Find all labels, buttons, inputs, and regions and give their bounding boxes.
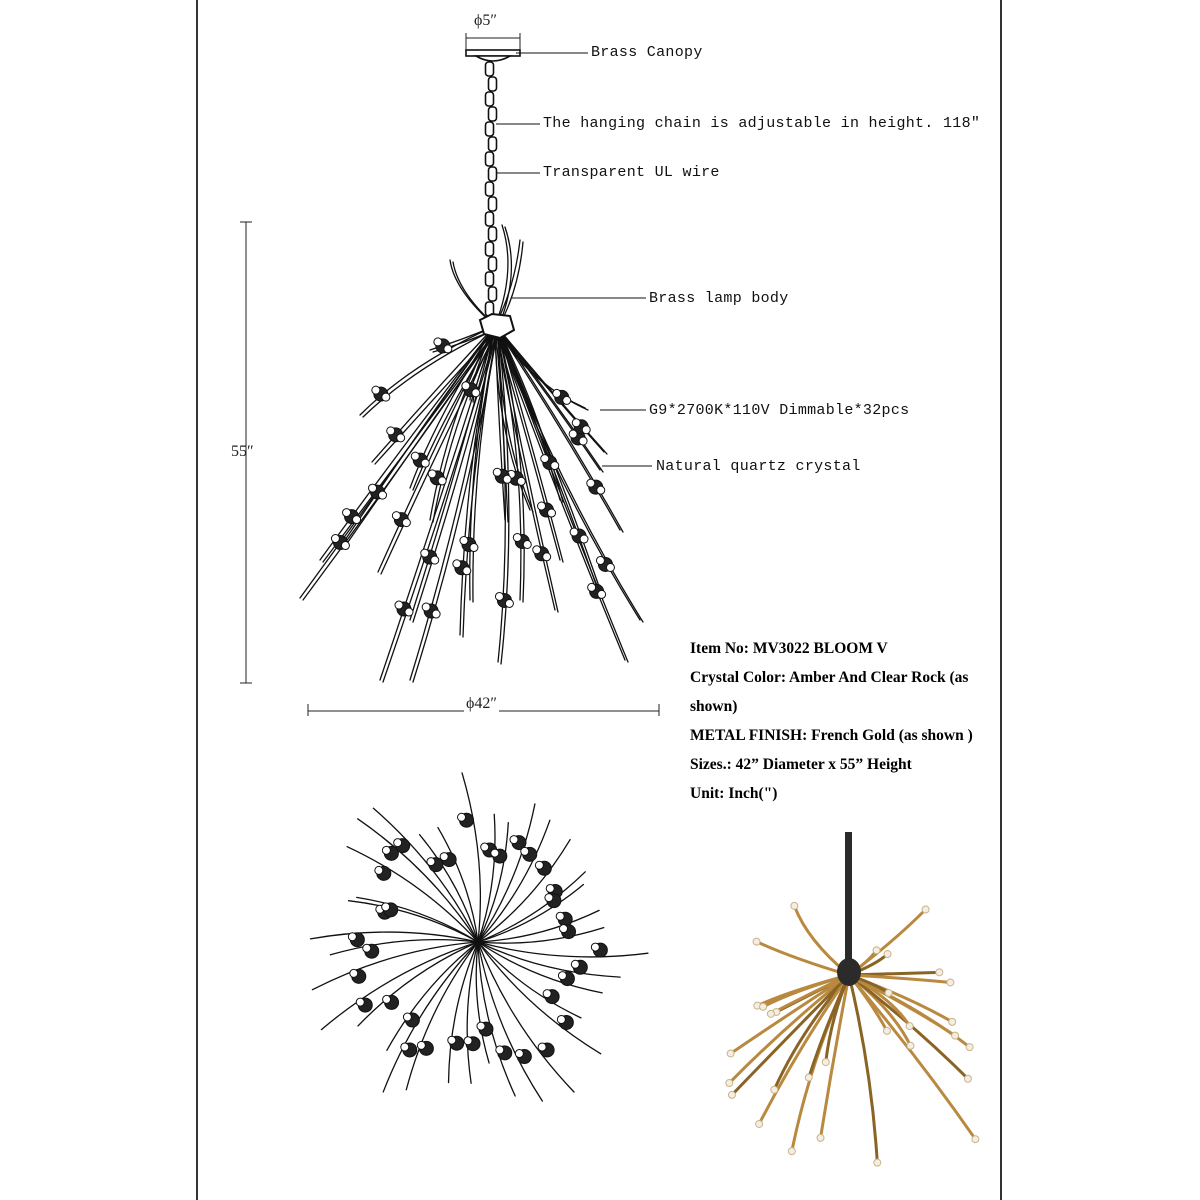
top-crystal-petal <box>427 858 435 866</box>
photo-branch <box>757 942 849 975</box>
crystal-petal <box>432 610 440 618</box>
crystal-petal <box>422 603 430 611</box>
photo-crystal <box>817 1134 824 1141</box>
crystal-petal <box>463 567 471 575</box>
crystal-petal <box>369 484 377 492</box>
photo-crystal <box>885 989 892 996</box>
crystal-petal <box>513 533 521 541</box>
callout-hanging-chain: The hanging chain is adjustable in height. 118″ <box>543 115 981 132</box>
photo-crystal <box>922 906 929 913</box>
crystal-petal <box>343 509 351 517</box>
crystal-petal <box>372 386 380 394</box>
top-branch <box>312 942 478 990</box>
crystal-petal <box>460 537 468 545</box>
top-crystal-petal <box>515 1050 523 1058</box>
top-crystal-petal <box>394 839 402 847</box>
top-branch <box>383 942 478 1092</box>
crystal-petal <box>582 426 590 434</box>
top-crystal-petal <box>464 1037 472 1045</box>
top-crystal-petal <box>558 972 566 980</box>
crystal-petal <box>395 601 403 609</box>
top-crystal-petal <box>417 1041 425 1049</box>
crystal-petal <box>541 455 549 463</box>
photo-branch <box>849 909 926 975</box>
top-crystal-petal <box>448 1036 456 1044</box>
top-crystal-petal <box>557 1015 565 1023</box>
diameter-label: ϕ42″ <box>466 695 498 712</box>
spec-crystal-color: Crystal Color: Amber And Clear Rock (as <box>690 669 969 686</box>
crystal-petal <box>453 560 461 568</box>
photo-crystal <box>756 1120 763 1127</box>
crystal-petal <box>533 546 541 554</box>
photo-crystal <box>822 1059 829 1066</box>
crystal-petal <box>411 452 419 460</box>
chain-link <box>489 287 497 301</box>
top-crystal-petal <box>510 836 518 844</box>
lamp-body-hub <box>480 314 514 338</box>
spec-unit: Unit: Inch(") <box>690 785 778 802</box>
photo-crystal <box>771 1086 778 1093</box>
top-branch <box>478 942 601 1054</box>
photo-crystal <box>883 1027 890 1034</box>
chain-link <box>486 212 494 226</box>
chain-link <box>486 242 494 256</box>
top-crystal-petal <box>477 1022 485 1030</box>
top-crystal-petal <box>546 884 554 892</box>
crystal-petal <box>421 459 429 467</box>
canopy-dimension <box>466 33 520 50</box>
crystal-petal <box>405 608 413 616</box>
photo-crystal <box>964 1075 971 1082</box>
chain-link <box>489 167 497 181</box>
photo-crystal <box>874 1159 881 1166</box>
crystal-petal <box>495 592 503 600</box>
crystal-petal <box>402 519 410 527</box>
callout-brass-canopy: Brass Canopy <box>591 44 703 61</box>
crystal-petal <box>379 491 387 499</box>
photo-crystal <box>788 1148 795 1155</box>
top-crystal-petal <box>521 847 529 855</box>
top-crystal-petal <box>538 1043 546 1051</box>
crystal-petal <box>462 382 470 390</box>
chain-link <box>486 152 494 166</box>
crystal-petal <box>503 475 511 483</box>
top-crystal-petal <box>382 903 390 911</box>
top-crystal-petal <box>356 998 364 1006</box>
callout-ul-wire: Transparent UL wire <box>543 164 720 181</box>
photo-crystal <box>972 1136 979 1143</box>
crystal-petal <box>551 462 559 470</box>
photo-crystal <box>966 1044 973 1051</box>
top-crystal-petal <box>545 894 553 902</box>
photo-crystal <box>728 1091 735 1098</box>
crystal-petal <box>572 419 580 427</box>
elevation-branches <box>300 225 643 682</box>
photo-crystal <box>907 1042 914 1049</box>
crystal-petal <box>428 470 436 478</box>
top-crystal-petal <box>560 925 568 933</box>
top-crystal-petal <box>375 866 383 874</box>
spec-metal-finish: METAL FINISH: French Gold (as shown ) <box>690 727 973 744</box>
crystal-petal <box>387 427 395 435</box>
photo-crystal <box>936 969 943 976</box>
crystal-petal <box>597 486 605 494</box>
crystal-petal <box>434 338 442 346</box>
chain-link <box>486 122 494 136</box>
crystal-petal <box>331 535 339 543</box>
top-crystal-petal <box>571 960 579 968</box>
photo-crystal <box>727 1050 734 1057</box>
crystal-petal <box>580 535 588 543</box>
crystal-petal <box>493 468 501 476</box>
product-photo <box>726 832 979 1166</box>
crystal-petal <box>563 396 571 404</box>
top-crystal-petal <box>348 933 356 941</box>
photo-crystal <box>753 938 760 945</box>
height-label: 55″ <box>231 443 254 460</box>
crystal-petal <box>505 599 513 607</box>
photo-chain <box>845 832 852 972</box>
chain-link <box>486 92 494 106</box>
crystal-petal <box>523 540 531 548</box>
top-crystal-petal <box>591 943 599 951</box>
photo-hub <box>837 958 861 986</box>
photo-crystal <box>906 1023 913 1030</box>
callout-bulb-spec: G9*2700K*110V Dimmable*32pcs <box>649 402 910 419</box>
crystal-petal <box>353 516 361 524</box>
crystal-petal <box>341 542 349 550</box>
spec-item-number: Item No: MV3022 BLOOM V <box>690 640 888 657</box>
photo-crystal <box>760 1003 767 1010</box>
chain-link <box>489 107 497 121</box>
crystal-petal <box>553 389 561 397</box>
crystal-petal <box>548 509 556 517</box>
top-crystal-petal <box>491 849 499 857</box>
photo-crystal <box>947 979 954 986</box>
crystal-petal <box>382 393 390 401</box>
crystal-petal <box>588 583 596 591</box>
crystal-petal <box>438 477 446 485</box>
top-crystal-petal <box>440 853 448 861</box>
chain-drawing <box>486 62 497 316</box>
crystal-petal <box>392 512 400 520</box>
photo-crystal <box>949 1018 956 1025</box>
crystal-petal <box>444 345 452 353</box>
canopy-diameter-label: ϕ5″ <box>474 12 498 29</box>
top-crystal-petal <box>556 912 564 920</box>
top-crystal-petal <box>458 813 466 821</box>
photo-crystal <box>767 1010 774 1017</box>
photo-crystal <box>791 902 798 909</box>
top-crystal-petal <box>363 944 371 952</box>
chain-link <box>489 227 497 241</box>
chain-link <box>489 137 497 151</box>
crystal-petal <box>598 590 606 598</box>
top-crystal-petal <box>535 861 543 869</box>
crystal-petal <box>421 549 429 557</box>
photo-branches <box>729 906 975 1163</box>
spec-crystal-color-cont: shown) <box>690 698 738 715</box>
top-crystal-petal <box>382 846 390 854</box>
chain-link <box>486 272 494 286</box>
top-crystal-petal <box>403 1013 411 1021</box>
top-branch <box>387 942 478 1050</box>
crystal-petal <box>397 434 405 442</box>
crystal-petal <box>587 479 595 487</box>
top-crystal-petal <box>496 1046 504 1054</box>
photo-crystals <box>726 902 979 1166</box>
crystal-petal <box>431 556 439 564</box>
photo-crystal <box>805 1074 812 1081</box>
product-specs <box>690 634 1000 808</box>
top-branch <box>478 942 648 957</box>
top-crystal-petal <box>543 990 551 998</box>
chain-link <box>489 197 497 211</box>
photo-crystal <box>726 1080 733 1087</box>
chain-link <box>489 257 497 271</box>
spec-sizes: Sizes.: 42” Diameter x 55” Height <box>690 756 912 773</box>
chain-link <box>489 77 497 91</box>
top-crystal-petal <box>401 1043 409 1051</box>
chain-link <box>486 182 494 196</box>
top-crystal-petal <box>481 843 489 851</box>
top-crystal-petal <box>383 995 391 1003</box>
photo-crystal <box>952 1032 959 1039</box>
photo-crystal <box>884 951 891 958</box>
crystal-petal <box>606 563 614 571</box>
callout-quartz-crystal: Natural quartz crystal <box>656 458 861 475</box>
crystal-petal <box>543 553 551 561</box>
canopy-drawing <box>466 50 520 61</box>
crystal-petal <box>570 528 578 536</box>
photo-crystal <box>873 947 880 954</box>
chain-link <box>486 62 494 76</box>
crystal-petal <box>579 437 587 445</box>
top-branch <box>357 897 478 942</box>
crystal-petal <box>517 477 525 485</box>
crystal-petal <box>470 544 478 552</box>
crystal-petal <box>538 502 546 510</box>
crystal-petal <box>596 556 604 564</box>
callout-lamp-body: Brass lamp body <box>649 290 789 307</box>
top-crystal-petal <box>350 969 358 977</box>
crystal-petal <box>472 389 480 397</box>
